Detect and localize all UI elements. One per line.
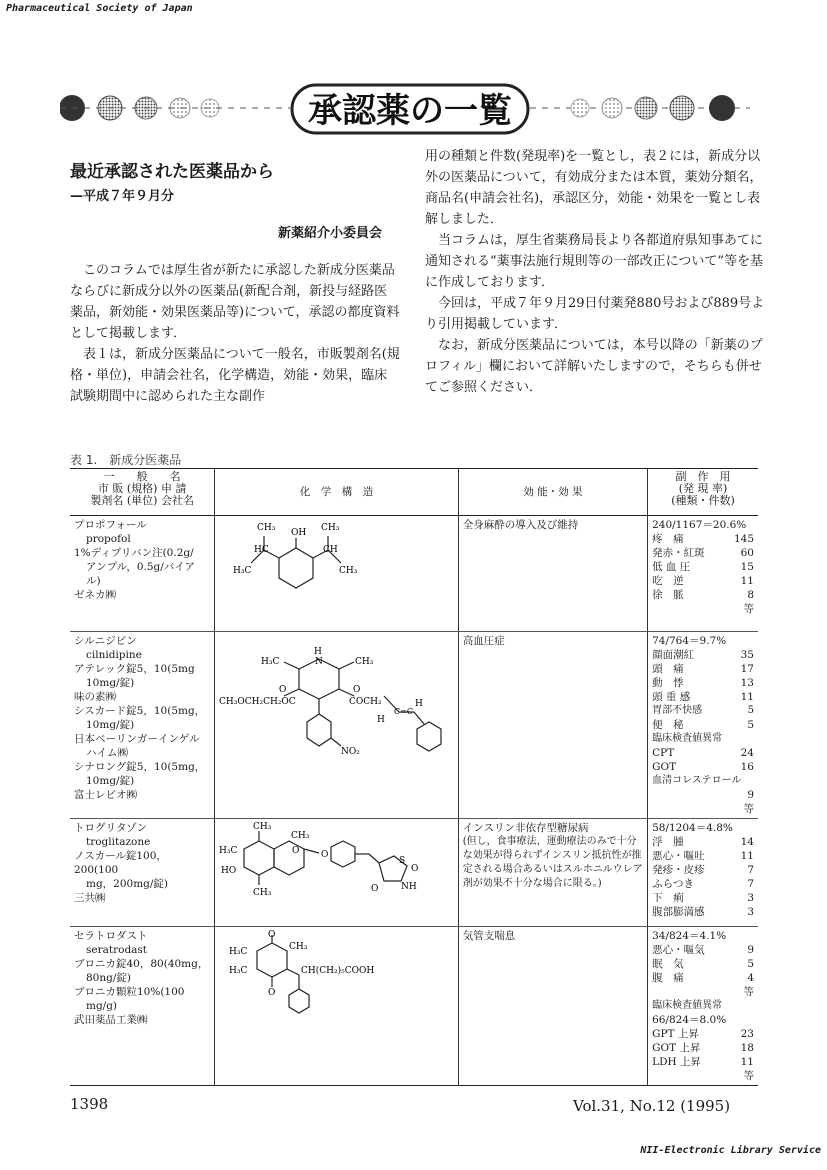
svg-text:S: S: [399, 856, 406, 866]
svg-text:H: H: [377, 715, 386, 725]
drug-name-cell: セラトロダスト seratrodast ブロニカ錠40，80(40mg， 80ng/錠) ブロニカ顆粒10%(100 mg/g) 武田薬品工業㈱: [70, 927, 215, 1086]
library-footer: NII-Electronic Library Service: [640, 1145, 821, 1156]
efficacy-cell: 全身麻酔の導入及び維持: [458, 516, 647, 632]
svg-text:H₃C: H₃C: [233, 566, 252, 576]
svg-text:CH₃: CH₃: [291, 831, 310, 841]
header-structure: 化 学 構 造: [215, 469, 458, 516]
side-effects-cell: 74/764＝9.7% 顔面潮紅 35 頭 痛 17 動 悸 13 頭 重 感 11 胃部不快感 5 便 秘 5 臨床検査値異常 CPT 24 GOT 16 血清コレステロール 9 等: [648, 632, 758, 819]
side-effects-cell: 240/1167＝20.6% 疼 痛 145 発赤・紅斑 60 低 血 圧 15 吃 逆 11 徐 脈 8 等: [648, 516, 758, 632]
table-header-row: [70, 469, 758, 516]
svg-text:CH₃OCH₂CH₂OC: CH₃OCH₂CH₂OC: [219, 697, 297, 707]
svg-text:CH₃: CH₃: [321, 523, 340, 533]
svg-text:CH(CH₂)₅COOH: CH(CH₂)₅COOH: [301, 966, 375, 976]
svg-text:H₃C: H₃C: [219, 846, 238, 856]
chemical-structure-troglitazone: [219, 821, 444, 911]
chemical-structure-seratrodast: [219, 929, 444, 1029]
svg-text:O: O: [371, 884, 379, 894]
svg-text:H: H: [415, 699, 424, 709]
page-number: 1398: [70, 1095, 109, 1113]
efficacy-cell: 気管支喘息: [458, 927, 647, 1086]
paragraph: なお，新成分医薬品については，本号以降の「新薬のプロフィル」欄において詳解いたしますので，そちらも併せてご参照ください．: [425, 338, 763, 395]
journal-header: Pharmaceutical Society of Japan: [6, 3, 193, 14]
svg-text:O: O: [268, 930, 276, 940]
drug-name-cell: シルニジピン cilnidipine アテレック錠5，10(5mg 10mg/錠) 味の素㈱ シスカード錠5，10(5mg， 10mg/錠) 日本ベーリンガーインゲル ハイム㈱ シナロング錠5，10(5mg， 10mg/錠) 富士レビオ㈱: [70, 632, 215, 819]
svg-text:O: O: [292, 846, 300, 856]
svg-text:OH: OH: [291, 528, 307, 538]
svg-text:CH₃: CH₃: [355, 657, 374, 667]
left-column: [70, 260, 400, 407]
structure-cell: [215, 632, 458, 819]
svg-text:NO₂: NO₂: [341, 747, 361, 757]
svg-text:CH₃: CH₃: [253, 822, 272, 832]
paragraph: このコラムでは厚生省が新たに承認した新成分医薬品ならびに新成分以外の医薬品(新配合剤，新投与経路医薬品，新効能・効果医薬品等)について，承認の都度資料として掲載します．: [70, 263, 400, 341]
structure-cell: [215, 927, 458, 1086]
header-name: 一 般 名 市 販 (規格) 申 請 製剤名 (単位) 会社名: [70, 469, 215, 516]
paragraph: 当コラムは，厚生省薬務局長より各都道府県知事あてに通知される“薬事法施行規則等の一部改正について”等を基に作成しております．: [425, 233, 764, 290]
banner-dots-right: [530, 95, 750, 121]
svg-text:H₃C: H₃C: [229, 947, 248, 957]
paragraph: 用の種類と件数(発現率)を一覧とし，表２には，新成分以外の医薬品について，有効成分または本質，薬効分類名，商品名(申請会社名)，承認区分，効能・効果を一覧とし表解しました．: [425, 149, 763, 227]
efficacy-cell: インスリン非依存型糖尿病 (但し，食事療法，運動療法のみで十分な効果が得られずインスリン抵抗性が推定される場合あるいはスルホニルウレア剤が効果不十分な場合に限る。): [458, 819, 647, 927]
svg-text:CH₃: CH₃: [253, 888, 272, 898]
svg-text:O: O: [321, 850, 329, 860]
svg-text:O: O: [411, 864, 419, 874]
svg-text:CH: CH: [323, 545, 339, 555]
table-row: [70, 632, 758, 819]
chemical-structure-cilnidipine: [219, 634, 444, 774]
header-side-effects: 副 作 用 (発 現 率) (種類・件数): [648, 469, 758, 516]
drug-table: [70, 468, 758, 1086]
svg-text:H₃C: H₃C: [229, 966, 248, 976]
svg-text:H: H: [314, 647, 323, 657]
drug-name-cell: プロポフォール propofol 1%ディプリバン注(0.2g/ アンプル，0.5g/バイア ル) ゼネカ㈱: [70, 516, 215, 632]
table-caption: 表 1. 新成分医薬品: [70, 453, 182, 467]
table-row: [70, 927, 758, 1086]
table-row: [70, 516, 758, 632]
structure-cell: [215, 516, 458, 632]
svg-text:HC: HC: [254, 545, 270, 555]
right-column: [425, 146, 765, 398]
side-effects-cell: 34/824＝4.1% 悪心・嘔気 9 眠 気 5 腹 痛 4 等 臨床検査値異常 66/824＝8.0% GPT 上昇 23 GOT 上昇 18 LDH 上昇 11 等: [648, 927, 758, 1086]
article-title: 最近承認された医薬品から: [70, 162, 274, 182]
structure-cell: [215, 819, 458, 927]
svg-text:HO: HO: [221, 866, 237, 876]
svg-text:O: O: [353, 685, 361, 695]
svg-text:CH₃: CH₃: [339, 566, 358, 576]
svg-text:H₃C: H₃C: [261, 657, 280, 667]
svg-text:C=C: C=C: [394, 707, 414, 716]
svg-text:CH₃: CH₃: [289, 942, 308, 952]
svg-text:O: O: [279, 685, 287, 695]
svg-text:NH: NH: [401, 882, 418, 892]
article-author: 新薬紹介小委員会: [278, 226, 383, 241]
table-row: [70, 819, 758, 927]
side-effects-cell: 58/1204＝4.8% 浮 腫 14 悪心・嘔吐 11 発疹・皮疹 7 ふらつき 7 下 痢 3 腹部膨満感 3: [648, 819, 758, 927]
banner-title: 承認薬の一覧: [308, 91, 512, 131]
svg-text:COCH₂: COCH₂: [349, 697, 382, 707]
svg-text:O: O: [268, 988, 276, 998]
header-efficacy: 効 能・効 果: [458, 469, 647, 516]
paragraph: 表１は，新成分医薬品について一般名，市販製剤名(規格・単位)，申請会社名，化学構造，効能・効果，臨床試験期間中に認められた主な副作: [70, 347, 400, 404]
svg-text:CH₃: CH₃: [257, 523, 276, 533]
drug-name-cell: トログリタゾン troglitazone ノスカール錠100，200(100 mg，200mg/錠) 三共㈱: [70, 819, 215, 927]
article-subtitle: —平成７年９月分: [70, 189, 175, 204]
banner-dots-left: [60, 95, 290, 121]
volume-info: Vol.31, No.12 (1995): [573, 1097, 731, 1115]
section-banner: [60, 82, 760, 142]
paragraph: 今回は，平成７年９月29日付薬発880号および889号より引用掲載しています．: [425, 296, 765, 332]
efficacy-cell: 高血圧症: [458, 632, 647, 819]
chemical-structure-propofol: [219, 518, 444, 618]
svg-text:N: N: [315, 657, 324, 667]
